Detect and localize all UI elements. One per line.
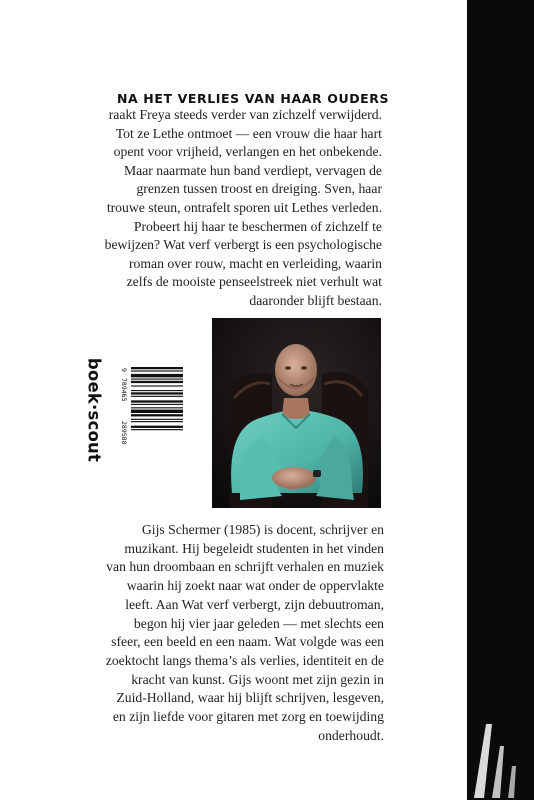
barcode-bar: [131, 426, 183, 428]
barcode-bar: [131, 421, 183, 422]
barcode-bar: [131, 385, 183, 386]
barcode-bar: [131, 407, 183, 408]
barcode-digits-1: 9: [120, 368, 128, 372]
barcode-bar: [131, 410, 183, 413]
blurb-text: [104, 106, 382, 311]
isbn-barcode: [117, 365, 183, 457]
barcode-bar: [131, 367, 183, 369]
publisher-logo: [84, 355, 104, 465]
corner-logo-graphic: [470, 718, 530, 798]
barcode-bar: [131, 381, 183, 383]
barcode-bar: [131, 390, 183, 391]
author-bio: [104, 521, 384, 745]
barcode-bar: [131, 429, 183, 430]
barcode-bar: [131, 404, 183, 405]
publisher-name: boek·scout: [84, 357, 104, 463]
author-photo: [212, 318, 381, 508]
barcode-bar: [131, 374, 183, 377]
barcode-bar: [131, 379, 183, 380]
barcode-bar: [131, 396, 183, 397]
barcode-bar: [131, 414, 183, 416]
blurb-heading: NA HET VERLIES VAN HAAR OUDERS: [117, 91, 390, 106]
barcode-bar: [131, 370, 183, 371]
barcode-bar: [131, 400, 183, 402]
blurb-paragraph: raakt Freya steeds verder van zichzelf verwijderd. Tot ze Lethe ontmoet — een vrouw die haar hart opent voor vrijheid, verlangen en het onbekende. Maar naarmate hun band verdiept, vervagen de grenzen tussen troost en dreiging. Sven, haar trouwe steun, ontrafelt sporen uit Lethes verleden. Probeert hij haar te beschermen of zichzelf te bewijzen? Wat verf verbergt is een psychologische roman over rouw, macht en verleiding, waarin zelfs de mooiste penseelstreek niet verhult wat daaronder blijft bestaan.: [104, 107, 382, 308]
barcode-graphic: [117, 365, 183, 457]
barcode-bar: [131, 419, 183, 420]
barcode-digits-3: 289588: [120, 421, 128, 445]
barcode-bar: [131, 392, 183, 394]
barcode-digits-2: 789465: [120, 378, 128, 402]
bio-paragraph: Gijs Schermer (1985) is docent, schrijver en muzikant. Hij begeleidt studenten in het vinden van hun droombaan en schrijft verhalen en muziek waarin hij zoekt naar wat onder de oppervlakte leeft. Aan Wat verf verbergt, zijn debuutroman, begon hij vier jaar geleden — met slechts een sfeer, een beeld en een naam. Wat volgde was een zoektocht langs thema’s als verlies, identiteit en de kracht van kunst. Gijs woont met zijn gezin in Zuid-Holland, waar hij blijft schrijven, lesgeven, en zijn liefde voor gitaren met zorg en toewijding onderhoudt.: [105, 522, 384, 743]
corner-logo-icon: [470, 718, 530, 798]
book-spine: [467, 0, 534, 800]
